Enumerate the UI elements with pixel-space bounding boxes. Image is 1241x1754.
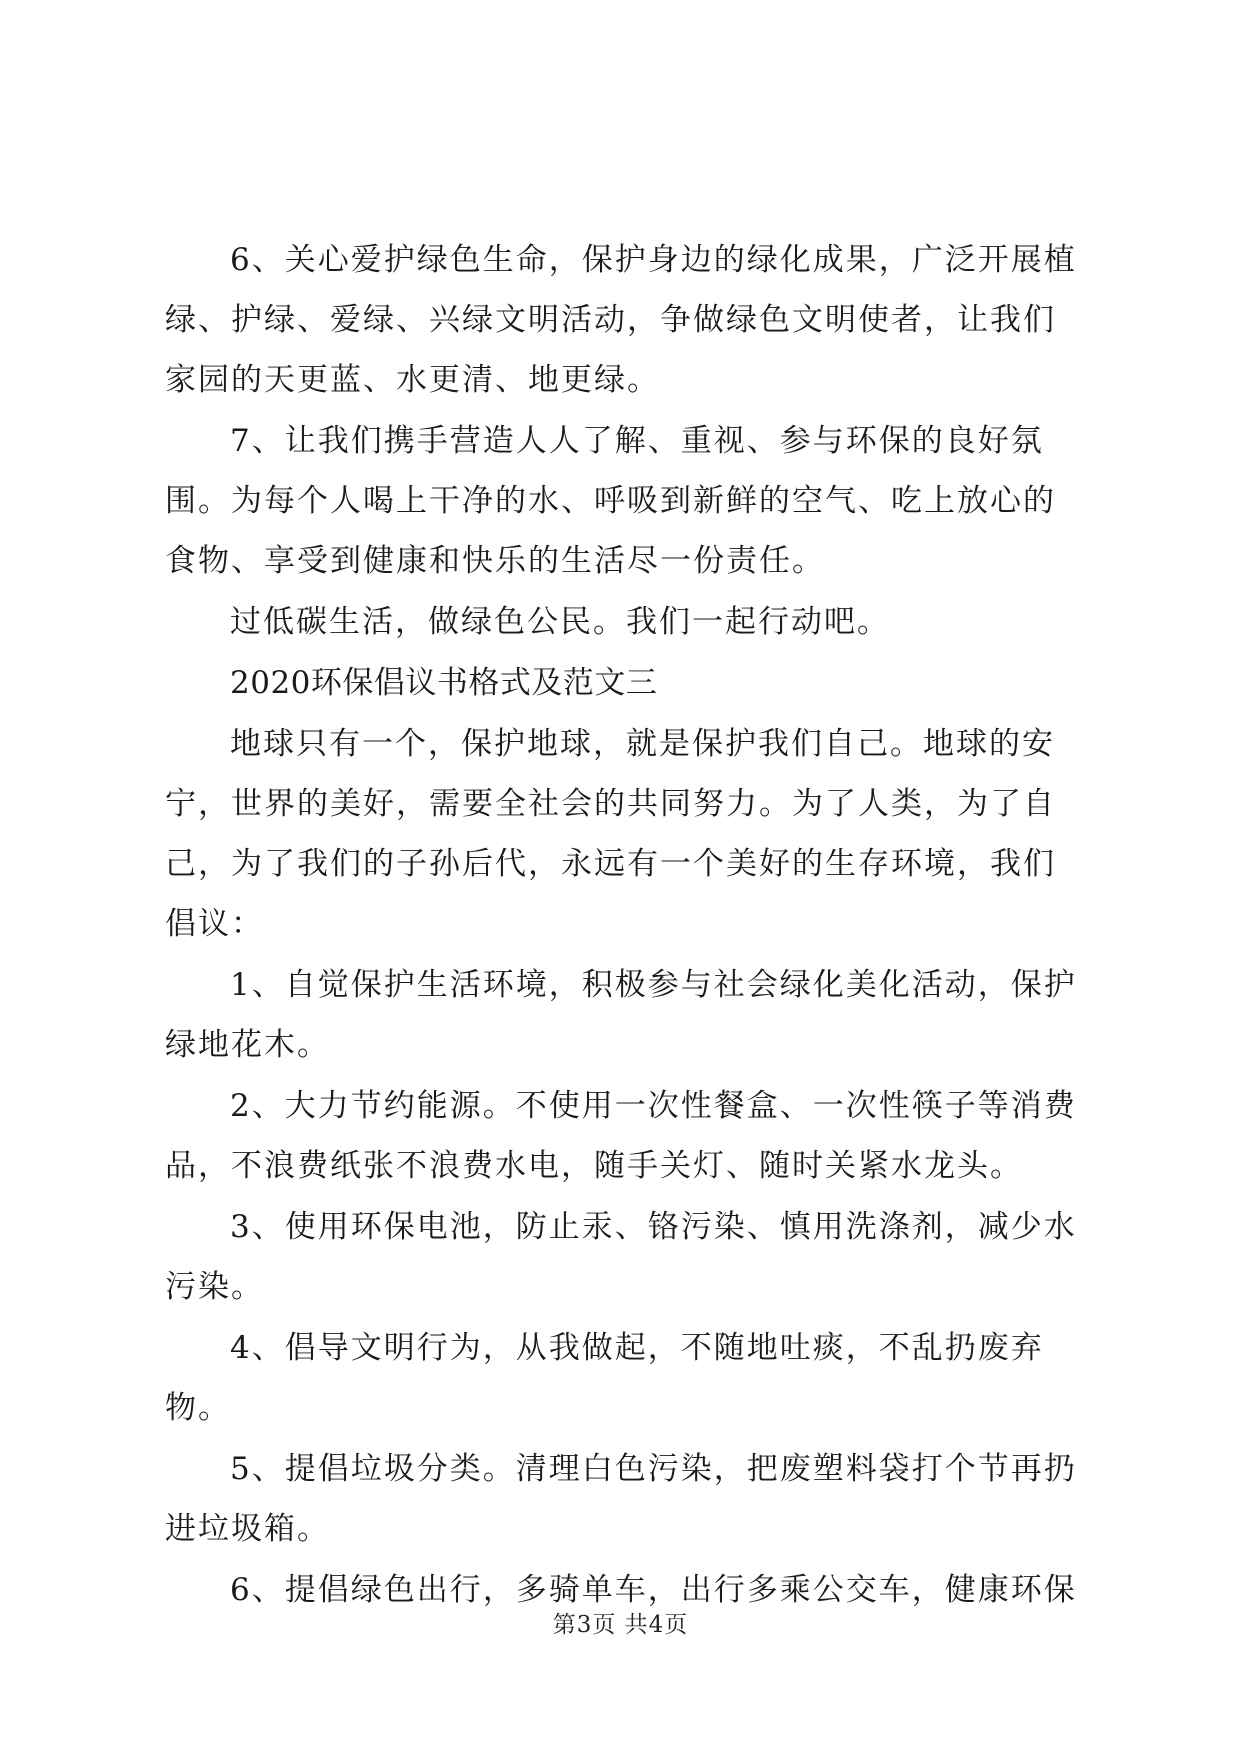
paragraph-item-1: 1、自觉保护生活环境，积极参与社会绿化美化活动，保护绿地花木。	[165, 967, 1077, 1063]
paragraph-item-2: 2、大力节约能源。不使用一次性餐盒、一次性筷子等消费品，不浪费纸张不浪费水电，随手关灯、随时关紧水龙头。	[165, 1088, 1077, 1184]
paragraph-item-3: 3、使用环保电池，防止汞、铬污染、慎用洗涤剂，减少水污染。	[165, 1209, 1077, 1305]
paragraph-low-carbon: 过低碳生活，做绿色公民。我们一起行动吧。	[230, 604, 890, 640]
paragraph-item-6-travel: 6、提倡绿色出行，多骑单车，出行多乘公交车，健康环保	[230, 1572, 1077, 1608]
paragraph-item-4: 4、倡导文明行为，从我做起，不随地吐痰，不乱扔废弃物。	[165, 1330, 1044, 1426]
section-heading: 2020环保倡议书格式及范文三	[230, 665, 658, 701]
paragraph-item-6-green: 6、关心爱护绿色生命，保护身边的绿化成果，广泛开展植绿、护绿、爱绿、兴绿文明活动，争做绿色文明使者，让我们家园的天更蓝、水更清、地更绿。	[165, 242, 1077, 398]
paragraph-item-5: 5、提倡垃圾分类。清理白色污染，把废塑料袋打个节再扔进垃圾箱。	[165, 1451, 1077, 1547]
page-footer	[0, 1606, 1241, 1639]
document-body	[165, 230, 1085, 1621]
page-number-label: 第3页 共4页	[552, 1612, 689, 1638]
paragraph-item-7-atmosphere: 7、让我们携手营造人人了解、重视、参与环保的良好氛围。为每个人喝上干净的水、呼吸到新鲜的空气、吃上放心的食物、享受到健康和快乐的生活尽一份责任。	[165, 423, 1056, 579]
paragraph-intro: 地球只有一个，保护地球，就是保护我们自己。地球的安宁，世界的美好，需要全社会的共同努力。为了人类，为了自己，为了我们的子孙后代，永远有一个美好的生存环境，我们倡议：	[165, 726, 1056, 942]
